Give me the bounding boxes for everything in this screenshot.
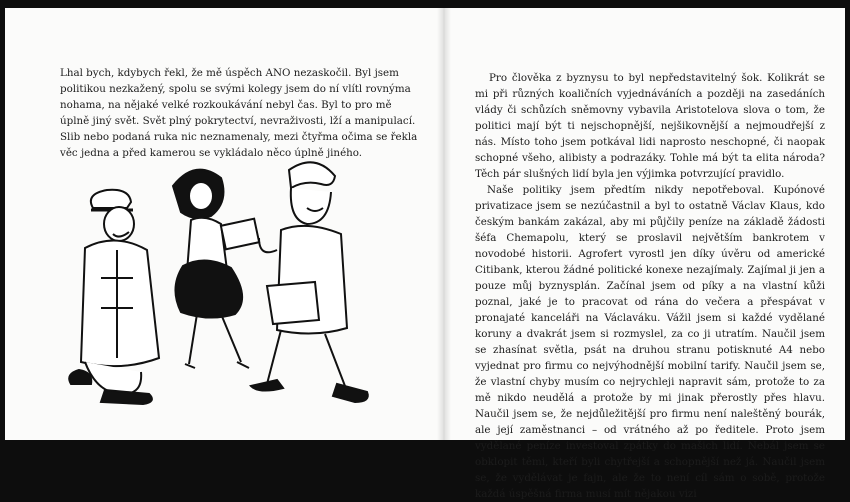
cartoon-illustration	[45, 158, 375, 408]
right-page-paragraph: Naše politiky jsem předtím nikdy nepotřeboval. Kupónové privatizace jsem se nezúčastnil a byl to ostatně Václav Klaus, kdo českým bankám zakázal, aby mi půjčily peníze na základě žádosti šéfa Chemapolu, který se proslavil největším bankrotem v novodobé historii. Agrofert vyrostl jen díky úvěru od americké Citibank, kterou žádné politické konexe nezajímaly. Zajímal ji jen a pouze můj byznysplán. Začínal jsem od píky a na vlastní kůži poznal, jaké je to pracovat od rána do večera a přespávat v pronajaté kanceláři na Václaváku. Vážil jsem si každé vydělané koruny a dvakrát jsem si rozmyslel, za co ji utratím. Naučil jsem se zhasínat světla, psát na druhou stranu potisknuté A4 nebo vyjednat pro firmu co nejvýhodnější mobilní tarify. Naučil jsem se, že vlastní chyby musím co nejrychleji napravit sám, protože to za mě nikdo neudělá a protože by mi jinak přerostly přes hlavu. Naučil jsem se, že nejdůležitější pro firmu není naleštěný bourák, ale její zaměstnanci – od vrátného až po ředitele. Proto jsem vydělané peníze investoval zpátky do mašich lidí. Nebál jsem se obklopit těmi, kteří byli chytřejší a schopnější než já. Naučil jsem se, že vydělávat je fajn, ale že to není cíl sám o sobě, protože každá úspěšná firma musí mít nějakou vizi	[475, 184, 825, 500]
left-page-paragraph: Lhal bych, kdybych řekl, že mě úspěch ANO nezaskočil. Byl jsem politikou nezkažený, spolu se svými kolegy jsem do ní vlítl rovnýma nohama, na nějaké velké rozkoukávání nebyl čas. Byl to pro mě úplně jiný svět. Svět plný pokrytectví, nevraživosti, lží a manipulací. Slib nebo podaná ruka nic neznamenaly, mezi čtyřma očima se řekla věc jedna a před kamerou se vykládalo něco úplně jiného.	[60, 67, 418, 159]
book-gutter	[437, 8, 451, 440]
right-page-paragraph: Pro člověka z byznysu to byl nepředstavitelný šok. Kolikrát se mi při různých koaličních vyjednáváních a později na zasedáních vlády či schůzích sněmovny vybavila Aristotelova slova o tom, že politici mají být ti nejschopnější, nejšikovnější a nejmoudřejší z nás. Místo toho jsem potkával lidi naprosto neschopné, či naopak schopné všeho, alibisty a podrazáky. Tohle má být ta elita národa? Těch pár slušných lidí byla jen výjimka potvrzující pravidlo.	[475, 72, 825, 180]
book-spread	[5, 8, 845, 500]
cartoon-woman	[173, 170, 259, 368]
right-page-text	[475, 70, 825, 502]
cartoon-officer	[69, 190, 159, 404]
cartoon-man-with-bag	[251, 162, 368, 402]
